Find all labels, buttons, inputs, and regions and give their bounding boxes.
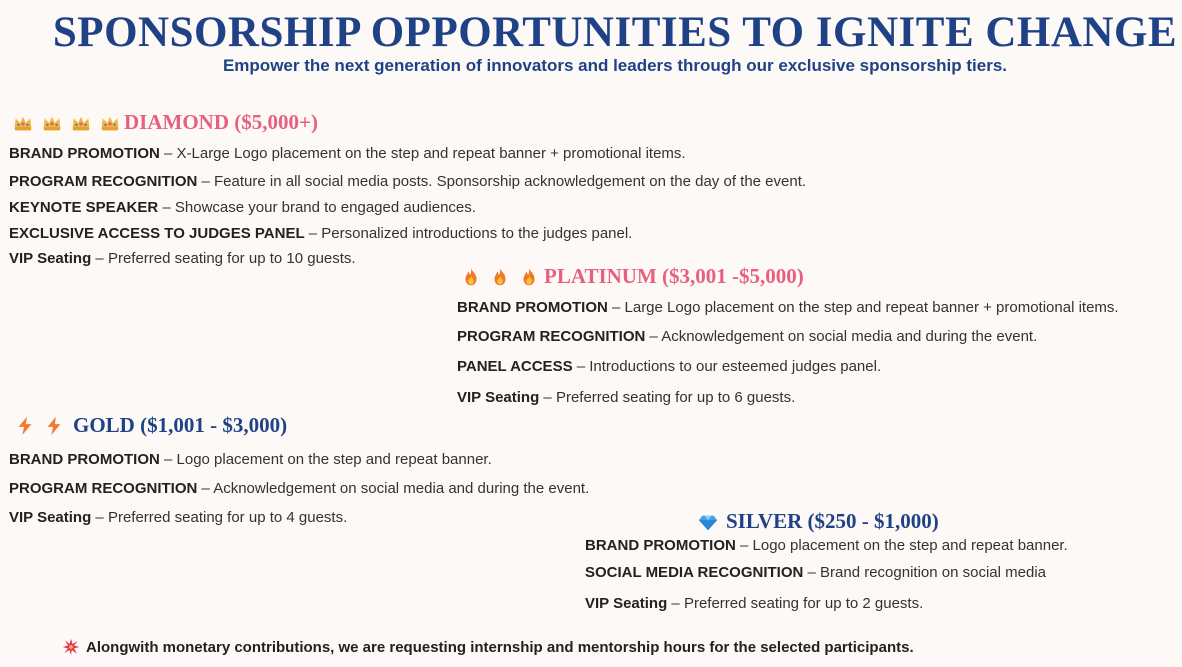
benefit-text: – Logo placement on the step and repeat banner. [159,451,492,468]
footnote-text: Alongwith monetary contributions, we are requesting internship and mentorship hours for the selected participants. [86,638,914,656]
benefit-text: – Acknowledgement on social media and during the event. [197,480,590,497]
benefit-label: SOCIAL MEDIA RECOGNITION [585,564,804,581]
benefit-label: KEYNOTE SPEAKER [9,199,159,216]
fire-icon [518,266,540,288]
burst-icon [62,638,80,656]
benefit-label: BRAND PROMOTION [9,145,160,162]
benefit-line [585,564,1046,581]
benefit-line [9,250,356,267]
page-title: SPONSORSHIP OPPORTUNITIES TO IGNITE CHANGE [52,9,1178,56]
benefit-text: – Personalized introductions to the judges panel. [304,225,633,242]
benefit-line [9,480,589,497]
benefit-text: – Brand recognition on social media [803,564,1046,581]
benefit-label: PROGRAM RECOGNITION [9,480,198,497]
benefit-line [585,537,1068,554]
page-subtitle: Empower the next generation of innovators and leaders through our exclusive sponsorship tiers. [222,56,1008,75]
benefit-label: EXCLUSIVE ACCESS TO JUDGES PANEL [9,225,305,242]
benefit-text: – Logo placement on the step and repeat banner. [735,537,1068,554]
benefit-line [457,328,1037,345]
benefit-text: – Preferred seating for up to 4 guests. [91,509,348,526]
lightning-icon [43,415,65,437]
crown-icon [41,112,63,134]
benefit-label: BRAND PROMOTION [9,451,160,468]
benefit-text: – Introductions to our esteemed judges panel. [572,358,882,375]
benefit-label: PROGRAM RECOGNITION [9,173,198,190]
benefit-text: – Preferred seating for up to 10 guests. [91,250,356,267]
benefit-label: PANEL ACCESS [457,358,573,375]
benefit-label: VIP Seating [585,595,668,612]
benefit-line [9,173,806,190]
benefit-line [9,225,632,242]
benefit-label: VIP Seating [9,509,92,526]
benefit-text: – Feature in all social media posts. Sponsorship acknowledgement on the day of the event. [197,173,807,190]
lightning-icon [14,415,36,437]
benefit-text: – X-Large Logo placement on the step and repeat banner + promotional items. [159,145,686,162]
benefit-text: – Showcase your brand to engaged audiences. [158,199,476,216]
benefit-line [585,595,923,612]
benefit-label: PROGRAM RECOGNITION [457,328,646,345]
benefit-line [457,299,1119,316]
benefit-text: – Preferred seating for up to 2 guests. [667,595,924,612]
footnote [62,638,914,656]
crown-icon [12,112,34,134]
benefit-line [9,509,347,526]
benefit-label: BRAND PROMOTION [585,537,736,554]
benefit-line [457,358,881,375]
tier-silver-heading [697,509,939,534]
benefit-text: – Preferred seating for up to 6 guests. [539,389,796,406]
tier-name: DIAMOND ($5,000+) [124,110,318,134]
gem-icon [697,511,719,533]
tier-platinum-heading [460,264,804,289]
tier-name: GOLD ($1,001 - $3,000) [73,413,288,437]
tier-diamond-heading [12,110,318,135]
tier-name: SILVER ($250 - $1,000) [726,509,939,533]
crown-icon [70,112,92,134]
benefit-line [9,451,492,468]
benefit-label: VIP Seating [9,250,92,267]
benefit-line [9,145,686,162]
tier-name: PLATINUM ($3,001 -$5,000) [544,264,804,288]
fire-icon [489,266,511,288]
fire-icon [460,266,482,288]
tier-gold-heading [14,413,287,438]
benefit-text: – Large Logo placement on the step and repeat banner + promotional items. [607,299,1119,316]
benefit-line [457,389,795,406]
benefit-label: BRAND PROMOTION [457,299,608,316]
benefit-text: – Acknowledgement on social media and during the event. [645,328,1038,345]
benefit-line [9,199,476,216]
crown-icon [99,112,121,134]
benefit-label: VIP Seating [457,389,540,406]
